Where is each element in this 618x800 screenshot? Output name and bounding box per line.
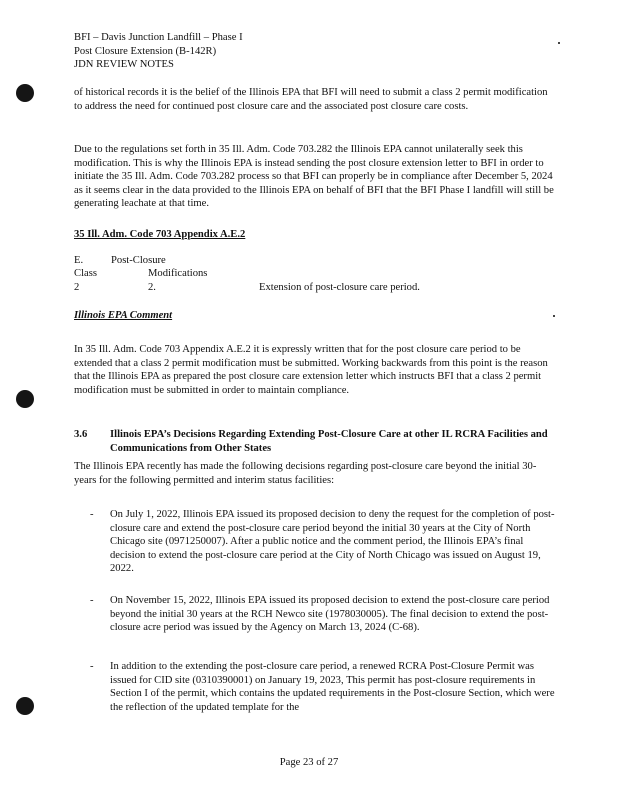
appendix-row-1-col-1: E.: [74, 255, 84, 266]
bullet-dash: -: [90, 509, 94, 520]
bullet-north-chicago: On July 1, 2022, Illinois EPA issued its proposed decision to deny the request for the completion of post-closure care and extend the post-closure care period beyond the initial 30 years at the City of North Chicago site (0971250007). After a public notice and the comment period, the Illinois EPA’s final decision to extend the post-closure care period at the City of North Chicago was issued on August 19, 2022.: [110, 509, 555, 575]
section-title: Illinois EPA’s Decisions Regarding Extending Post-Closure Care at other IL RCRA Facilities and Communications from Other States: [110, 429, 548, 454]
appendix-heading: 35 Ill. Adm. Code 703 Appendix A.E.2: [74, 229, 246, 240]
punch-hole-bottom: [16, 697, 34, 715]
bullet-dash: -: [90, 595, 94, 606]
bullet-rch-newco: On November 15, 2022, Illinois EPA issued its proposed decision to extend the post-closure care period beyond the initial 30 years at the RCH Newco site (1978030005). The final decision to extend the post-closure acre period was issued by the Agency on March 13, 2024 (C-68).: [110, 595, 550, 634]
appendix-row-1: [74, 254, 558, 268]
page-number: Page 23 of 27: [279, 757, 339, 768]
paragraph-comment: In 35 Ill. Adm. Code 703 Appendix A.E.2 it is expressly written that for the post closure care period to be extended that a class 2 permit modification must be submitted. Working backwards from this point is the reason that the Illinois EPA as prepared the post closure care extension letter which instructs BFI that a class 2 permit modification must be submitted in order to maintain compliance.: [74, 344, 548, 396]
document-header: [74, 31, 554, 72]
header-line-2: Post Closure Extension (B-142R): [74, 45, 217, 57]
appendix-row-3-col-2: 2.: [148, 282, 156, 293]
scan-speck: [558, 42, 560, 44]
bullet-cid-site: In addition to the extending the post-closure care period, a renewed RCRA Post-Closure Permit was issued for CID site (0310390001) on January 19, 2023, This permit has post-closure requirements in Section I of the permit, which contains the updated requirements in the Post-closure Section, which were the reflection of the updated template for the: [110, 661, 555, 713]
appendix-row-2-col-1: Class: [74, 268, 97, 279]
header-line-3: JDN REVIEW NOTES: [74, 59, 174, 71]
paragraph-regulations: Due to the regulations set forth in 35 Ill. Adm. Code 703.282 the Illinois EPA cannot unilaterally seek this modification. This is why the Illinois EPA is instead sending the post closure extension letter to BFI in order to initiate the 35 Ill. Adm. Code 703.282 process so that BFI can properly be in compliance after December 5, 2024 as it seems clear in the data provided to the Illinois EPA on behalf of BFI that the BFI Phase I landfill will still be generating leachate at that time.: [74, 144, 554, 210]
bullet-dash: -: [90, 661, 94, 672]
section-number: 3.6: [74, 429, 88, 440]
appendix-row-3-col-3: Extension of post-closure care period.: [259, 282, 420, 293]
appendix-row-3-col-1: 2: [74, 282, 80, 293]
paragraph-historical-records: of historical records it is the belief of the Illinois EPA that BFI will need to submit a class 2 permit modification to address the need for continued post closure care and the associated post closure care costs.: [74, 87, 548, 112]
appendix-row-2: [74, 267, 558, 281]
appendix-row-1-col-2: Post-Closure: [111, 255, 166, 266]
appendix-row-3: [74, 281, 558, 295]
punch-hole-top: [16, 84, 34, 102]
comment-heading: Illinois EPA Comment: [74, 310, 173, 321]
paragraph-section-intro: The Illinois EPA recently has made the following decisions regarding post-closure care beyond the initial 30-years for the following permitted and interim status facilities:: [74, 461, 537, 486]
appendix-row-2-col-2: Modifications: [148, 268, 208, 279]
punch-hole-middle: [16, 390, 34, 408]
header-line-1: BFI – Davis Junction Landfill – Phase I: [74, 32, 243, 43]
